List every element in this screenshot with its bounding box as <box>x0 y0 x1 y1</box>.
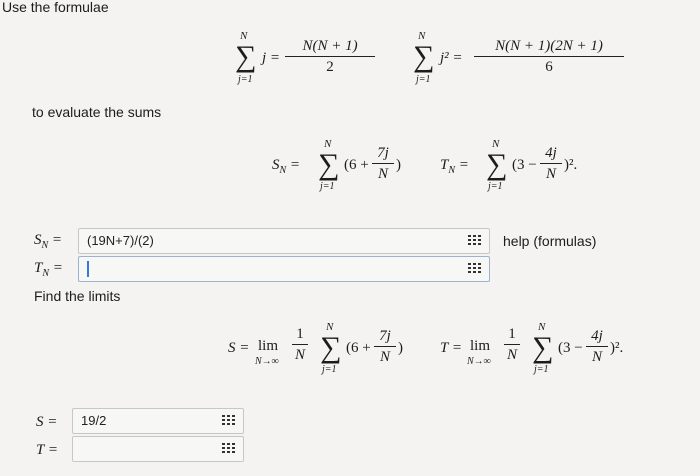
keypad-icon[interactable] <box>468 263 482 275</box>
t-answer-label: T = <box>36 442 58 458</box>
instruction-text: Use the formulae <box>2 0 109 15</box>
sn-definition: $S_N$ = N ∑ j=1 (6 + 7j N ) <box>272 138 401 192</box>
formula-sum-j-squared: N ∑ j=1 j² = N(N + 1)(2N + 1) 6 <box>408 30 638 90</box>
tn-answer-input[interactable] <box>78 256 490 282</box>
mid-instruction-text: to evaluate the sums <box>32 104 162 120</box>
sn-answer-label: $S_N$ = <box>34 232 63 251</box>
find-limits-text: Find the limits <box>34 288 121 304</box>
keypad-icon[interactable] <box>222 415 236 427</box>
keypad-icon[interactable] <box>222 443 236 455</box>
text-caret <box>87 261 89 277</box>
s-answer-input[interactable]: 19/2 <box>72 408 244 434</box>
s-answer-label: S = <box>36 414 58 430</box>
s-limit-definition: S = lim N→∞ 1 N N ∑ j=1 (6 + 7j N ) <box>228 321 403 375</box>
tn-definition: $T_N$ = N ∑ j=1 (3 − 4j N )². <box>440 138 578 192</box>
tn-answer-label: $T_N$ = <box>34 260 63 279</box>
sn-answer-input[interactable]: (19N+7)/(2) <box>78 228 490 254</box>
formula-sum-j: N ∑ j=1 j = N(N + 1) 2 <box>230 30 380 90</box>
t-answer-input[interactable] <box>72 436 244 462</box>
help-formulas-link[interactable]: help (formulas) <box>503 233 597 249</box>
t-limit-definition: T = lim N→∞ 1 N N ∑ j=1 (3 − 4j N )². <box>440 321 624 375</box>
keypad-icon[interactable] <box>468 235 482 247</box>
